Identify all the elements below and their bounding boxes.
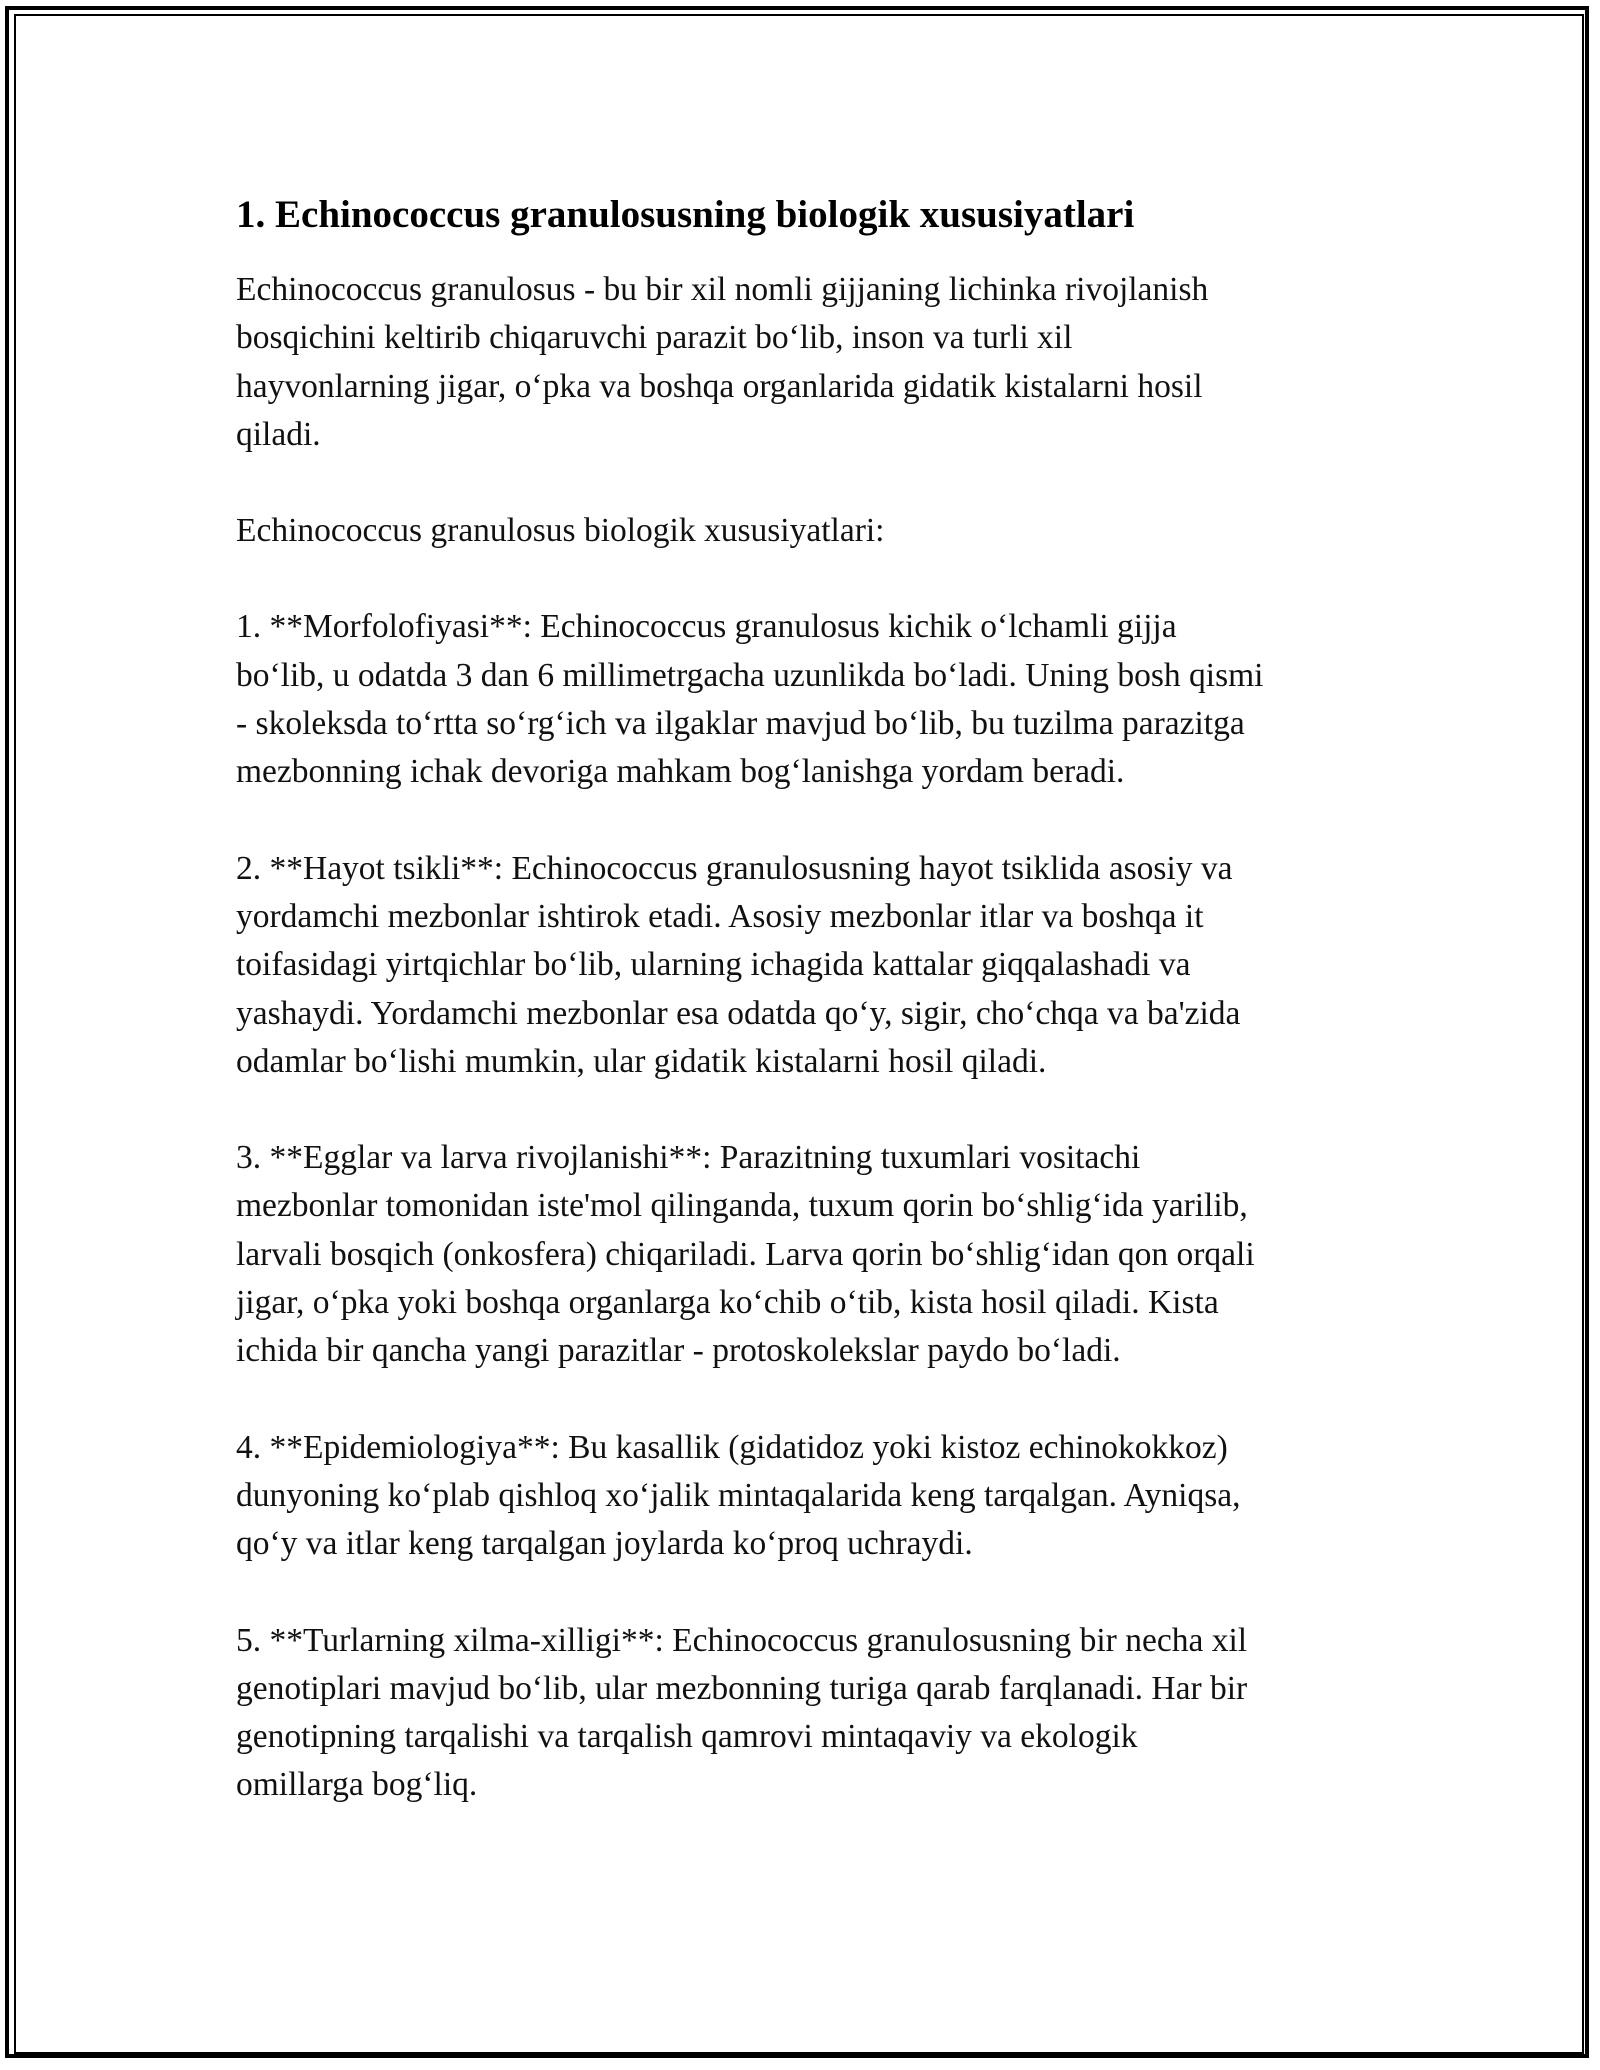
list-item-epidemiologiya: 4. **Epidemiologiya**: Bu kasallik (gidatidoz yoki kistoz echinokokkoz) dunyoning ko‘plab qishloq xo‘jalik mintaqalarida keng tarqalgan. Ayniqsa, qo‘y va itlar keng tarqalgan joylarda ko‘proq uchraydi. [236, 1428, 1241, 1563]
list-item-hayot-tsikli: 2. **Hayot tsikli**: Echinococcus granulosusning hayot tsiklida asosiy va yordamchi mezbonlar ishtirok etadi. Asosiy mezbonlar itlar va boshqa it toifasidagi yirtqichlar bo‘lib, ularning ichagida kattalar giqqalashadi va yashaydi. Yordamchi mezbonlar esa odatda qo‘y, sigir, cho‘chqa va ba'zida odamlar bo‘lishi mumkin, ular gidatik kistalarni hosil qiladi. [236, 849, 1241, 1080]
intro-paragraph: Echinococcus granulosus - bu bir xil nomli gijjaning lichinka rivojlanish bosqichini keltirib chiqaruvchi parazit bo‘lib, inson va turli xil hayvonlarning jigar, o‘pka va boshqa organlarida gidatik kistalarni hosil qiladi. [236, 271, 1209, 453]
document-body [236, 187, 1376, 1858]
lead-paragraph: Echinococcus granulosus biologik xususiyatlari: [236, 512, 885, 550]
list-item-larva-rivojlanishi: 3. **Egglar va larva rivojlanishi**: Parazitning tuxumlari vositachi mezbonlar tomonidan iste'mol qilinganda, tuxum qorin bo‘shlig‘ida yarilib, larvali bosqich (onkosfera) chiqariladi. Larva qorin bo‘shlig‘idan qon orqali jigar, o‘pka yoki boshqa organlarga ko‘chib o‘tib, kista hosil qiladi. Kista ichida bir qancha yangi parazitlar - protoskolekslar paydo bo‘ladi. [236, 1139, 1255, 1370]
list-item-morfologiya: 1. **Morfolofiyasi**: Echinococcus granulosus kichik o‘lchamli gijja bo‘lib, u odatda 3 dan 6 millimetrgacha uzunlikda bo‘ladi. Uning bosh qismi - skoleksda to‘rtta so‘rg‘ich va ilgaklar mavjud bo‘lib, bu tuzilma parazitga mezbonning ichak devoriga mahkam bog‘lanishga yordam beradi. [236, 608, 1264, 791]
document-heading: 1. Echinococcus granulosusning biologik xususiyatlari [236, 193, 1135, 236]
list-item-turlar-xilma-xilligi: 5. **Turlarning xilma-xilligi**: Echinococcus granulosusning bir necha xil genotiplari mavjud bo‘lib, ular mezbonning turiga qarab farqlanadi. Har bir genotipning tarqalishi va tarqalish qamrovi mintaqaviy va ekologik omillarga bog‘liq. [236, 1621, 1248, 1804]
